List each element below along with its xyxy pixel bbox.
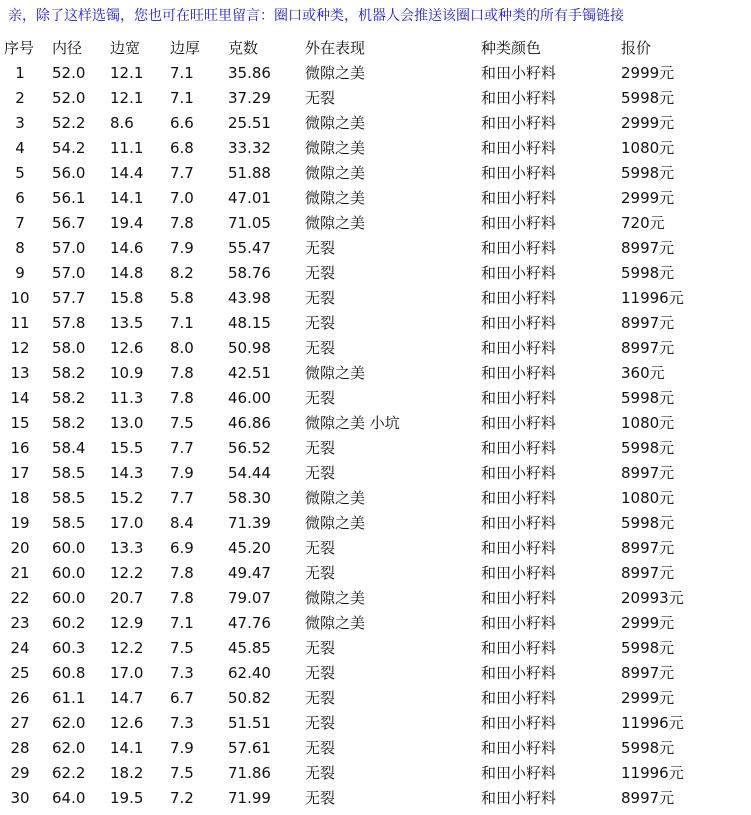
- cell-inner-diameter: 52.2: [52, 114, 86, 132]
- cell-inner-diameter: 64.0: [52, 789, 86, 807]
- cell-type-color: 和田小籽料: [481, 314, 557, 332]
- cell-weight: 51.51: [228, 714, 271, 732]
- cell-type-color: 和田小籽料: [481, 414, 557, 432]
- cell-weight: 43.98: [228, 289, 271, 307]
- cell-band-width: 13.5: [110, 314, 144, 332]
- cell-band-width: 12.6: [110, 714, 144, 732]
- cell-price: 2999元: [621, 64, 675, 82]
- cell-type-color: 和田小籽料: [481, 189, 557, 207]
- cell-price: 1080元: [621, 489, 675, 507]
- cell-type-color: 和田小籽料: [481, 564, 557, 582]
- cell-appearance: 无裂: [305, 664, 336, 682]
- cell-type-color: 和田小籽料: [481, 514, 557, 532]
- cell-index: 6: [15, 189, 25, 207]
- cell-type-color: 和田小籽料: [481, 764, 557, 782]
- cell-appearance: 微隙之美: [305, 589, 366, 607]
- cell-index: 24: [10, 639, 30, 657]
- cell-band-width: 12.2: [110, 564, 144, 582]
- cell-price: 5998元: [621, 739, 675, 757]
- cell-price: 5998元: [621, 439, 675, 457]
- cell-weight: 71.05: [228, 214, 271, 232]
- table-row: [0, 336, 740, 361]
- cell-appearance: 无裂: [305, 689, 336, 707]
- cell-index: 1: [15, 64, 25, 82]
- cell-band-thickness: 7.7: [170, 439, 194, 457]
- cell-weight: 50.82: [228, 689, 271, 707]
- cell-price: 8997元: [621, 664, 675, 682]
- cell-weight: 33.32: [228, 139, 271, 157]
- cell-weight: 35.86: [228, 64, 271, 82]
- table-row: [0, 61, 740, 86]
- cell-inner-diameter: 58.2: [52, 389, 86, 407]
- cell-inner-diameter: 57.7: [52, 289, 86, 307]
- notice-text: 亲，除了这样选镯，您也可在旺旺里留言：圈口或种类，机器人会推送该圈口或种类的所有手镯链接: [8, 8, 624, 24]
- cell-index: 22: [10, 589, 30, 607]
- cell-weight: 71.99: [228, 789, 271, 807]
- cell-index: 25: [10, 664, 30, 682]
- cell-type-color: 和田小籽料: [481, 689, 557, 707]
- cell-appearance: 无裂: [305, 789, 336, 807]
- cell-index: 3: [15, 114, 25, 132]
- cell-index: 4: [15, 139, 25, 157]
- cell-inner-diameter: 58.2: [52, 414, 86, 432]
- cell-type-color: 和田小籽料: [481, 339, 557, 357]
- cell-weight: 49.47: [228, 564, 271, 582]
- cell-appearance: 微隙之美 小坑: [305, 414, 400, 432]
- cell-index: 13: [10, 364, 30, 382]
- cell-index: 5: [15, 164, 25, 182]
- table-row: [0, 711, 740, 736]
- cell-band-thickness: 7.9: [170, 739, 194, 757]
- cell-band-width: 11.3: [110, 389, 144, 407]
- cell-band-thickness: 7.3: [170, 714, 194, 732]
- cell-weight: 71.86: [228, 764, 271, 782]
- cell-appearance: 微隙之美: [305, 489, 366, 507]
- cell-price: 5998元: [621, 639, 675, 657]
- cell-inner-diameter: 62.0: [52, 714, 86, 732]
- cell-appearance: 微隙之美: [305, 139, 366, 157]
- cell-band-width: 14.6: [110, 239, 144, 257]
- cell-type-color: 和田小籽料: [481, 589, 557, 607]
- table-row: [0, 736, 740, 761]
- cell-band-thickness: 7.8: [170, 589, 194, 607]
- cell-band-width: 13.3: [110, 539, 144, 557]
- cell-appearance: 无裂: [305, 339, 336, 357]
- cell-index: 29: [10, 764, 30, 782]
- cell-type-color: 和田小籽料: [481, 639, 557, 657]
- cell-inner-diameter: 52.0: [52, 89, 86, 107]
- cell-type-color: 和田小籽料: [481, 264, 557, 282]
- cell-price: 11996元: [621, 764, 684, 782]
- cell-band-thickness: 7.1: [170, 89, 194, 107]
- cell-price: 1080元: [621, 414, 675, 432]
- cell-weight: 56.52: [228, 439, 271, 457]
- cell-price: 1080元: [621, 139, 675, 157]
- cell-band-width: 15.5: [110, 439, 144, 457]
- cell-band-thickness: 6.7: [170, 689, 194, 707]
- cell-index: 2: [15, 89, 25, 107]
- cell-type-color: 和田小籽料: [481, 739, 557, 757]
- cell-index: 7: [15, 214, 25, 232]
- cell-band-thickness: 7.9: [170, 464, 194, 482]
- cell-weight: 58.76: [228, 264, 271, 282]
- cell-band-thickness: 7.5: [170, 639, 194, 657]
- cell-price: 11996元: [621, 289, 684, 307]
- table-row: [0, 211, 740, 236]
- cell-band-width: 17.0: [110, 664, 144, 682]
- table-row: [0, 611, 740, 636]
- table-row: [0, 486, 740, 511]
- cell-appearance: 微隙之美: [305, 214, 366, 232]
- cell-appearance: 无裂: [305, 289, 336, 307]
- cell-price: 2999元: [621, 614, 675, 632]
- cell-band-thickness: 7.9: [170, 239, 194, 257]
- cell-inner-diameter: 62.2: [52, 764, 86, 782]
- bracelet-table: [0, 35, 740, 811]
- cell-index: 12: [10, 339, 30, 357]
- cell-band-thickness: 8.2: [170, 264, 194, 282]
- cell-weight: 71.39: [228, 514, 271, 532]
- cell-price: 5998元: [621, 89, 675, 107]
- cell-appearance: 微隙之美: [305, 164, 366, 182]
- cell-weight: 79.07: [228, 589, 271, 607]
- cell-band-thickness: 7.3: [170, 664, 194, 682]
- cell-band-thickness: 7.5: [170, 764, 194, 782]
- cell-appearance: 无裂: [305, 714, 336, 732]
- cell-weight: 46.86: [228, 414, 271, 432]
- cell-index: 16: [10, 439, 30, 457]
- cell-index: 15: [10, 414, 30, 432]
- cell-type-color: 和田小籽料: [481, 789, 557, 807]
- cell-band-width: 12.1: [110, 89, 144, 107]
- cell-index: 18: [10, 489, 30, 507]
- cell-inner-diameter: 58.5: [52, 464, 86, 482]
- cell-index: 23: [10, 614, 30, 632]
- cell-band-thickness: 8.0: [170, 339, 194, 357]
- cell-appearance: 无裂: [305, 389, 336, 407]
- cell-price: 20993元: [621, 589, 684, 607]
- table-row: [0, 261, 740, 286]
- column-header-price: 报价: [621, 39, 652, 57]
- table-row: [0, 86, 740, 111]
- cell-weight: 45.20: [228, 539, 271, 557]
- cell-type-color: 和田小籽料: [481, 164, 557, 182]
- table-row: [0, 761, 740, 786]
- cell-band-thickness: 6.8: [170, 139, 194, 157]
- cell-appearance: 无裂: [305, 764, 336, 782]
- header-row: [0, 35, 740, 61]
- column-header-weight: 克数: [228, 39, 259, 57]
- cell-index: 17: [10, 464, 30, 482]
- table-row: [0, 111, 740, 136]
- cell-inner-diameter: 58.5: [52, 489, 86, 507]
- cell-inner-diameter: 58.2: [52, 364, 86, 382]
- cell-band-thickness: 7.5: [170, 414, 194, 432]
- cell-price: 720元: [621, 214, 665, 232]
- cell-band-width: 18.2: [110, 764, 144, 782]
- cell-inner-diameter: 60.0: [52, 539, 86, 557]
- cell-band-thickness: 7.7: [170, 164, 194, 182]
- cell-appearance: 无裂: [305, 564, 336, 582]
- cell-index: 30: [10, 789, 30, 807]
- cell-inner-diameter: 60.0: [52, 589, 86, 607]
- cell-band-thickness: 7.0: [170, 189, 194, 207]
- cell-appearance: 无裂: [305, 639, 336, 657]
- table-row: [0, 436, 740, 461]
- cell-band-width: 14.1: [110, 739, 144, 757]
- table-row: [0, 461, 740, 486]
- cell-band-width: 15.8: [110, 289, 144, 307]
- cell-inner-diameter: 57.8: [52, 314, 86, 332]
- cell-band-width: 8.6: [110, 114, 134, 132]
- cell-band-width: 19.5: [110, 789, 144, 807]
- cell-inner-diameter: 60.8: [52, 664, 86, 682]
- cell-type-color: 和田小籽料: [481, 489, 557, 507]
- cell-weight: 47.01: [228, 189, 271, 207]
- cell-appearance: 无裂: [305, 739, 336, 757]
- cell-band-width: 12.2: [110, 639, 144, 657]
- cell-band-width: 12.9: [110, 614, 144, 632]
- table-row: [0, 686, 740, 711]
- cell-band-thickness: 7.1: [170, 614, 194, 632]
- cell-price: 8997元: [621, 339, 675, 357]
- cell-index: 11: [10, 314, 30, 332]
- cell-weight: 50.98: [228, 339, 271, 357]
- table-row: [0, 586, 740, 611]
- cell-price: 2999元: [621, 689, 675, 707]
- cell-appearance: 无裂: [305, 539, 336, 557]
- cell-appearance: 微隙之美: [305, 514, 366, 532]
- table-row: [0, 786, 740, 811]
- cell-inner-diameter: 58.0: [52, 339, 86, 357]
- cell-weight: 42.51: [228, 364, 271, 382]
- column-header-band-width: 边宽: [110, 39, 141, 57]
- table-row: [0, 161, 740, 186]
- cell-appearance: 无裂: [305, 439, 336, 457]
- cell-inner-diameter: 57.0: [52, 239, 86, 257]
- cell-type-color: 和田小籽料: [481, 64, 557, 82]
- cell-price: 2999元: [621, 114, 675, 132]
- cell-type-color: 和田小籽料: [481, 114, 557, 132]
- cell-band-thickness: 7.1: [170, 64, 194, 82]
- cell-band-width: 20.7: [110, 589, 144, 607]
- cell-type-color: 和田小籽料: [481, 664, 557, 682]
- column-header-type-color: 种类颜色: [481, 39, 542, 57]
- cell-weight: 48.15: [228, 314, 271, 332]
- cell-band-thickness: 7.8: [170, 214, 194, 232]
- cell-weight: 62.40: [228, 664, 271, 682]
- cell-band-width: 15.2: [110, 489, 144, 507]
- cell-inner-diameter: 58.5: [52, 514, 86, 532]
- cell-appearance: 无裂: [305, 89, 336, 107]
- cell-band-width: 12.1: [110, 64, 144, 82]
- cell-inner-diameter: 52.0: [52, 64, 86, 82]
- cell-weight: 25.51: [228, 114, 271, 132]
- cell-type-color: 和田小籽料: [481, 139, 557, 157]
- column-header-appearance: 外在表现: [305, 39, 366, 57]
- cell-inner-diameter: 56.0: [52, 164, 86, 182]
- table-row: [0, 636, 740, 661]
- cell-type-color: 和田小籽料: [481, 614, 557, 632]
- cell-price: 5998元: [621, 514, 675, 532]
- cell-index: 10: [10, 289, 30, 307]
- table-row: [0, 536, 740, 561]
- cell-index: 9: [15, 264, 25, 282]
- cell-band-thickness: 6.9: [170, 539, 194, 557]
- cell-band-thickness: 7.2: [170, 789, 194, 807]
- cell-type-color: 和田小籽料: [481, 464, 557, 482]
- cell-band-width: 14.1: [110, 189, 144, 207]
- cell-inner-diameter: 60.3: [52, 639, 86, 657]
- cell-weight: 37.29: [228, 89, 271, 107]
- cell-inner-diameter: 56.1: [52, 189, 86, 207]
- cell-weight: 45.85: [228, 639, 271, 657]
- cell-index: 26: [10, 689, 30, 707]
- cell-band-thickness: 8.4: [170, 514, 194, 532]
- cell-weight: 55.47: [228, 239, 271, 257]
- cell-price: 5998元: [621, 389, 675, 407]
- cell-inner-diameter: 61.1: [52, 689, 86, 707]
- cell-appearance: 微隙之美: [305, 64, 366, 82]
- cell-appearance: 无裂: [305, 464, 336, 482]
- table-row: [0, 561, 740, 586]
- cell-band-width: 14.3: [110, 464, 144, 482]
- cell-type-color: 和田小籽料: [481, 389, 557, 407]
- cell-appearance: 微隙之美: [305, 114, 366, 132]
- table-row: [0, 286, 740, 311]
- table-row: [0, 511, 740, 536]
- cell-band-width: 11.1: [110, 139, 144, 157]
- cell-band-thickness: 7.8: [170, 389, 194, 407]
- cell-type-color: 和田小籽料: [481, 89, 557, 107]
- cell-band-thickness: 7.8: [170, 364, 194, 382]
- cell-inner-diameter: 62.0: [52, 739, 86, 757]
- cell-weight: 58.30: [228, 489, 271, 507]
- cell-type-color: 和田小籽料: [481, 364, 557, 382]
- cell-price: 8997元: [621, 789, 675, 807]
- cell-appearance: 无裂: [305, 314, 336, 332]
- cell-price: 5998元: [621, 164, 675, 182]
- cell-type-color: 和田小籽料: [481, 239, 557, 257]
- cell-index: 20: [10, 539, 30, 557]
- cell-band-width: 12.6: [110, 339, 144, 357]
- table-row: [0, 361, 740, 386]
- cell-price: 8997元: [621, 464, 675, 482]
- table-row: [0, 311, 740, 336]
- cell-price: 8997元: [621, 314, 675, 332]
- cell-price: 2999元: [621, 189, 675, 207]
- table-header: [0, 35, 740, 61]
- table-row: [0, 411, 740, 436]
- cell-weight: 57.61: [228, 739, 271, 757]
- cell-appearance: 微隙之美: [305, 189, 366, 207]
- cell-weight: 47.76: [228, 614, 271, 632]
- cell-index: 21: [10, 564, 30, 582]
- cell-price: 5998元: [621, 264, 675, 282]
- cell-weight: 54.44: [228, 464, 271, 482]
- cell-index: 19: [10, 514, 30, 532]
- table-row: [0, 186, 740, 211]
- cell-appearance: 微隙之美: [305, 614, 366, 632]
- cell-price: 8997元: [621, 564, 675, 582]
- cell-index: 27: [10, 714, 30, 732]
- cell-type-color: 和田小籽料: [481, 714, 557, 732]
- cell-band-width: 10.9: [110, 364, 144, 382]
- cell-inner-diameter: 60.0: [52, 564, 86, 582]
- cell-weight: 51.88: [228, 164, 271, 182]
- cell-index: 28: [10, 739, 30, 757]
- cell-band-thickness: 7.7: [170, 489, 194, 507]
- cell-appearance: 无裂: [305, 239, 336, 257]
- cell-weight: 46.00: [228, 389, 271, 407]
- cell-appearance: 无裂: [305, 264, 336, 282]
- cell-band-width: 17.0: [110, 514, 144, 532]
- table-row: [0, 386, 740, 411]
- table-row: [0, 236, 740, 261]
- cell-inner-diameter: 56.7: [52, 214, 86, 232]
- cell-inner-diameter: 57.0: [52, 264, 86, 282]
- column-header-band-thickness: 边厚: [170, 39, 201, 57]
- cell-inner-diameter: 60.2: [52, 614, 86, 632]
- cell-inner-diameter: 58.4: [52, 439, 86, 457]
- cell-price: 360元: [621, 364, 665, 382]
- cell-type-color: 和田小籽料: [481, 439, 557, 457]
- cell-type-color: 和田小籽料: [481, 539, 557, 557]
- cell-band-thickness: 7.1: [170, 314, 194, 332]
- cell-price: 8997元: [621, 239, 675, 257]
- cell-band-width: 19.4: [110, 214, 144, 232]
- cell-index: 8: [15, 239, 25, 257]
- cell-band-width: 13.0: [110, 414, 144, 432]
- cell-appearance: 微隙之美: [305, 364, 366, 382]
- cell-price: 11996元: [621, 714, 684, 732]
- table-body: [0, 61, 740, 811]
- cell-index: 14: [10, 389, 30, 407]
- column-header-inner-diameter: 内径: [52, 39, 83, 57]
- cell-band-thickness: 7.8: [170, 564, 194, 582]
- cell-band-thickness: 5.8: [170, 289, 194, 307]
- cell-type-color: 和田小籽料: [481, 289, 557, 307]
- cell-price: 8997元: [621, 539, 675, 557]
- cell-inner-diameter: 54.2: [52, 139, 86, 157]
- cell-band-width: 14.8: [110, 264, 144, 282]
- column-header-index: 序号: [4, 39, 35, 57]
- table-row: [0, 661, 740, 686]
- cell-band-width: 14.7: [110, 689, 144, 707]
- cell-type-color: 和田小籽料: [481, 214, 557, 232]
- table-row: [0, 136, 740, 161]
- cell-band-thickness: 6.6: [170, 114, 194, 132]
- cell-band-width: 14.4: [110, 164, 144, 182]
